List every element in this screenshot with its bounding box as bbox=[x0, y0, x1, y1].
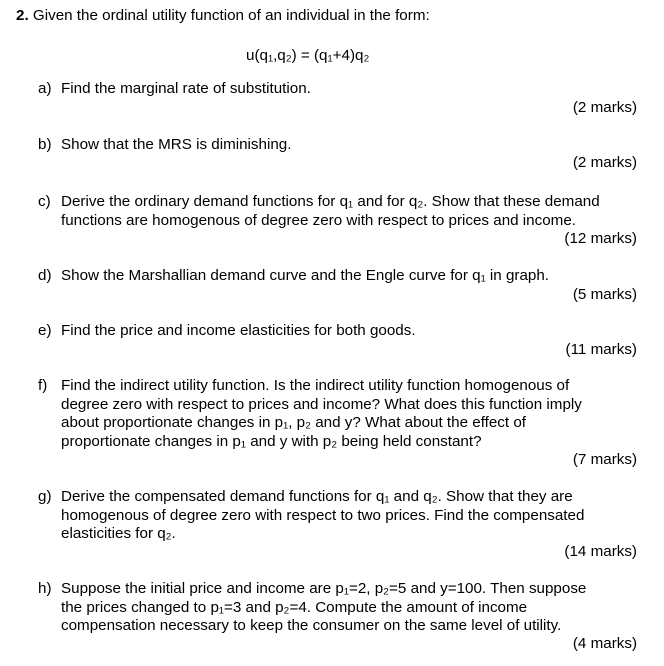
part-h-line: compensation necessary to keep the consumer on the same level of utility. bbox=[61, 617, 562, 635]
part-c-label: c) bbox=[38, 193, 51, 210]
part-b-marks: (2 marks) bbox=[572, 154, 637, 171]
part-e-label: e) bbox=[38, 322, 52, 339]
part-c-line: Derive the ordinary demand functions for q₁ and for q₂. Show that these demand bbox=[61, 193, 600, 210]
part-c-line: functions are homogenous of degree zero with respect to prices and income. bbox=[61, 211, 576, 229]
part-f-line: Find the indirect utility function. Is the indirect utility function homogenous of bbox=[61, 377, 570, 394]
part-a-text bbox=[61, 80, 311, 99]
part-f-line: degree zero with respect to prices and income? What does this function imply bbox=[61, 395, 582, 413]
part-g-line: elasticities for q₂. bbox=[61, 525, 176, 543]
part-g-text bbox=[61, 488, 584, 544]
part-h-text bbox=[61, 580, 586, 636]
part-d-label: d) bbox=[38, 267, 52, 284]
part-d-line: Show the Marshallian demand curve and the Engle curve for q₁ in graph. bbox=[61, 267, 550, 284]
part-e-text bbox=[61, 322, 416, 341]
part-g-marks: (14 marks) bbox=[564, 543, 637, 560]
part-a-marks: (2 marks) bbox=[572, 99, 637, 116]
part-g-label: g) bbox=[38, 488, 52, 505]
part-b-label: b) bbox=[38, 136, 52, 153]
part-d-text bbox=[61, 267, 549, 286]
question-number: 2. bbox=[16, 7, 29, 24]
part-f-marks: (7 marks) bbox=[572, 451, 637, 468]
part-c-text bbox=[61, 193, 600, 230]
part-a-line: Find the marginal rate of substitution. bbox=[61, 80, 311, 97]
part-h-label: h) bbox=[38, 580, 52, 597]
part-d-marks: (5 marks) bbox=[572, 286, 637, 303]
part-h-line: the prices changed to p₁=3 and p₂=4. Compute the amount of income bbox=[61, 598, 528, 616]
part-g-line: homogenous of degree zero with respect to two prices. Find the compensated bbox=[61, 506, 585, 524]
part-f-text bbox=[61, 377, 582, 451]
part-h-line: Suppose the initial price and income are p₁=2, p₂=5 and y=100. Then suppose bbox=[61, 580, 587, 597]
part-b-line: Show that the MRS is diminishing. bbox=[61, 136, 292, 153]
part-f-label: f) bbox=[38, 377, 48, 394]
question-title bbox=[16, 7, 430, 24]
part-e-line: Find the price and income elasticities for both goods. bbox=[61, 322, 416, 339]
utility-formula: u(q₁,q₂) = (q₁+4)q₂ bbox=[246, 47, 370, 64]
part-g-line: Derive the compensated demand functions for q₁ and q₂. Show that they are bbox=[61, 488, 573, 505]
part-f-line: proportionate changes in p₁ and y with p₂ being held constant? bbox=[61, 432, 482, 450]
part-b-text bbox=[61, 136, 291, 155]
part-e-marks: (11 marks) bbox=[565, 341, 637, 358]
question-intro: Given the ordinal utility function of an individual in the form: bbox=[32, 7, 430, 24]
part-f-line: about proportionate changes in p₁, p₂ and y? What about the effect of bbox=[61, 414, 526, 432]
part-a-label: a) bbox=[38, 80, 52, 97]
part-c-marks: (12 marks) bbox=[564, 230, 637, 247]
part-h-marks: (4 marks) bbox=[572, 635, 637, 652]
